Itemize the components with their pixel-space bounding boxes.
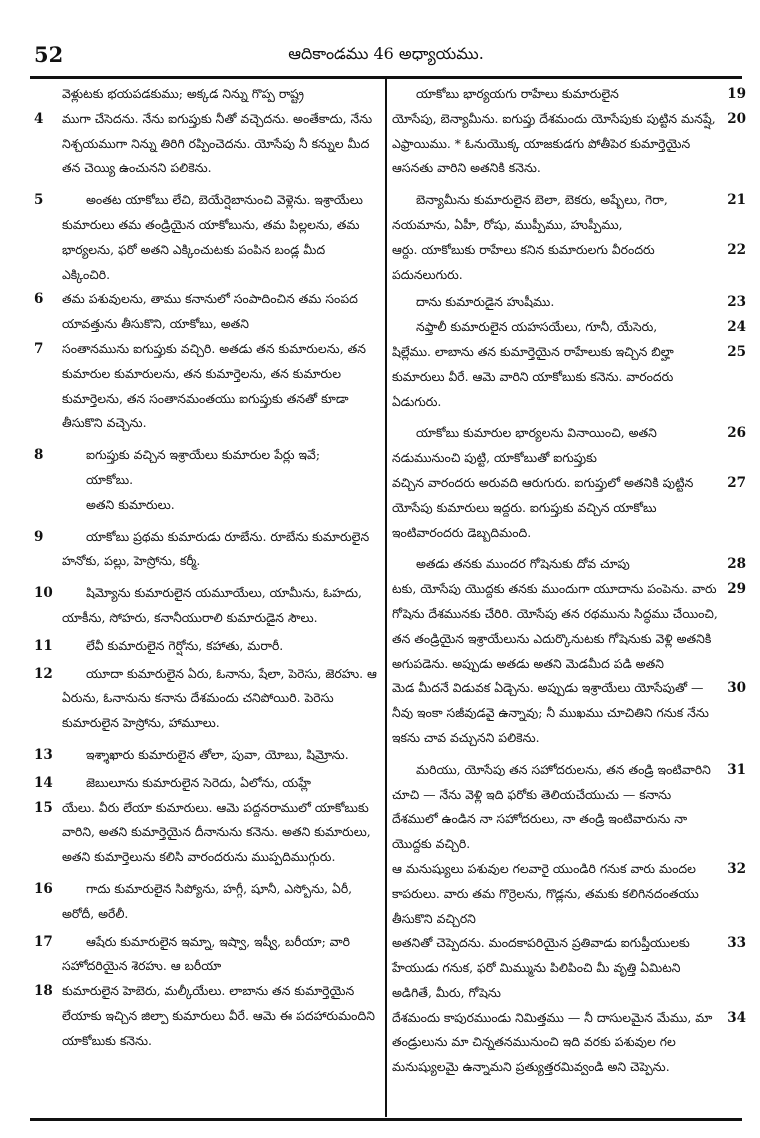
verse-number: 15 [34, 799, 53, 816]
paragraph [392, 931, 746, 1005]
paragraph [392, 857, 746, 931]
paragraph [34, 525, 377, 575]
right-column [392, 82, 746, 1114]
verse-number: 20 [727, 110, 746, 127]
running-head: ఆదికాండము 46 అధ్యాయము. [288, 44, 484, 63]
verse-number: 13 [34, 746, 53, 763]
page-header [30, 34, 742, 74]
verse-text: మరియు, యోసేపు తన సహోదరులను, తన తండ్రి ఇంటివారిని చూచి — నేను వెళ్లి ఇది ఫరోకు తెలియచేయుచు — కనాను దేశములో ఉండిన నా సహోదరులు, నా తండ్రి ఇంటివారును నా యొద్దకు వచ్చిరి. [392, 761, 711, 852]
paragraph [34, 743, 377, 768]
paragraph [34, 337, 377, 436]
verse-number: 10 [34, 585, 53, 602]
verse-text: తమ పశువులను, తాము కనానులో సంపాదించిన తమ సంపద యావత్తును తీసుకొని, యాకోబు, అతని [62, 291, 358, 332]
paragraph [34, 771, 377, 796]
verse-text: గాదు కుమారులైన సిప్యోను, హగ్గీ, షూనీ, ఎస్బోను, ఏరీ, అరోదీ, అరేలీ. [62, 880, 353, 921]
verse-number: 16 [34, 880, 53, 897]
verse-number: 5 [34, 192, 44, 209]
verse-text: ఇశ్శాఖారు కుమారులైన తోలా, పువా, యోబు, షిమ్రోను. [86, 746, 349, 762]
paragraph [34, 979, 377, 1053]
verse-text: నఫ్తాలీ కుమారులైన యహసయేలు, గూనీ, యేసెరు, [416, 319, 658, 335]
verse-text: వెళ్లుటకు భయపడకుము; అక్కడ నిన్ను గొప్ప రాష్ట్ర [62, 86, 304, 101]
verse-text: యాకోబు ప్రథమ కుమారుడు రూబేను. రూబేను కుమారులైన హనోకు, పల్లు, హెస్రోను, కర్మీ. [62, 528, 370, 569]
verse-text: షిమ్యోను కుమారులైన యమూయేలు, యామీను, ఓహదు, యాకీను, సోహరు, కనానీయురాలి కుమారుడైన సౌలు. [62, 585, 362, 625]
verse-text: జెబులూను కుమారులైన సెరెదు, ఏలోను, యహ్లే [86, 774, 311, 790]
verse-text: బెన్యామీను కుమారులైన బెలా, బెకరు, అష్బేలు, గెరా, నయమాను, ఏహీ, రోషు, ముప్పీము, హుప్పీము, [392, 192, 668, 232]
verse-number: 25 [727, 343, 746, 360]
verse-text: ఆర్దు. యాకోబుకు రాహేలు కనిన కుమారులగు వీరందరు పదునలుగురు. [392, 241, 655, 282]
verse-number: 22 [727, 241, 746, 258]
verse-text: యేలు. వీరు లేయా కుమారులు. ఆమె పద్దనరాములో యాకోబుకు వారిని, అతని కుమార్తెయైన దీనానును కనెను. అతని కుమారులు, అతని కుమార్తెలును కలిసి వారందరును ముప్పదిముగ్గురు. [62, 799, 371, 865]
paragraph [34, 877, 377, 927]
paragraph [34, 930, 377, 980]
left-column [34, 82, 377, 1114]
paragraph [392, 1006, 746, 1080]
verse-number: 7 [34, 340, 44, 357]
column-divider [385, 79, 387, 1117]
paragraph [392, 552, 746, 577]
paragraph [34, 443, 377, 468]
verse-number: 18 [34, 983, 53, 1000]
paragraph [34, 581, 377, 631]
verse-text: అంతట యాకోబు లేచి, బెయేర్షెబానుంచి వెళ్లెను. ఇశ్రాయేలు కుమారులు తమ తండ్రియైన యాకోబును, తమ పిల్లలను, తమ భార్యలను, ఫరో అతని ఎక్కించుటకు పంపిన బండ్ల మీద ఎక్కించిరి. [62, 192, 363, 282]
verse-number: 12 [34, 665, 53, 682]
verse-number: 14 [34, 774, 53, 791]
verse-number: 32 [727, 860, 746, 877]
paragraph [34, 662, 377, 736]
verse-number: 34 [727, 1009, 746, 1026]
paragraph [392, 577, 746, 676]
paragraph [34, 493, 377, 518]
verse-number: 11 [34, 637, 53, 654]
paragraph [392, 676, 746, 750]
paragraph [392, 471, 746, 545]
paragraph [34, 796, 377, 870]
verse-text: లేవీ కుమారులైన గెర్షోను, కహాతు, మరారీ. [86, 637, 284, 653]
paragraph [392, 340, 746, 414]
verse-number: 30 [727, 680, 746, 697]
verse-number: 6 [34, 291, 44, 308]
paragraph [392, 188, 746, 238]
verse-text: ఐగుప్తుకు వచ్చిన ఇశ్రాయేలు కుమారుల పేర్లు ఇవే; [86, 447, 321, 463]
verse-text: కుమారులైన హెబెరు, మల్కీయేలు. లాబాను తన కుమార్తెయైన లేయాకు ఇచ్చిన జిల్పా కుమారులు వీరే. ఆమె ఈ పదహారుమందిని యాకోబుకు కనెను. [62, 983, 375, 1048]
verse-number: 8 [34, 447, 44, 464]
verse-number: 23 [727, 294, 746, 311]
paragraph [392, 315, 746, 340]
paragraph [34, 107, 377, 181]
paragraph [34, 188, 377, 287]
verse-number: 33 [727, 935, 746, 952]
verse-number: 31 [727, 761, 746, 778]
verse-number: 27 [727, 474, 746, 491]
verse-text: యోసేపు, బెన్యామీను. ఐగుప్తు దేశమందు యోసేపుకు పుట్టిన మనష్షే, ఎఫ్రాయిము. * ఓనుయొక్క యాజకుడగు పోతీపెర కుమార్తెయైన ఆసనతు వారిని అతనికి కనెను. [392, 110, 716, 176]
verse-text: దేశమందు కాపురముండు నిమిత్తము — నీ దాసులమైన మేము, మా తండ్రులును మా చిన్నతనమునుంచి ఇది వరకు పశువుల గల మనుష్యులమై ఉన్నామని ప్రత్యుత్తరమివ్వండి అని చెప్పెను. [392, 1009, 713, 1075]
paragraph [34, 82, 377, 107]
verse-text: యాకోబు భార్యయగు రాహేలు కుమారులైన [416, 86, 619, 101]
paragraph [392, 421, 746, 471]
page-number: 52 [34, 42, 64, 67]
verse-text: అతనితో చెప్పెదను. మందకాపరియైన ప్రతివాడు ఐగుప్తీయులకు హేయుడు గనుక, ఫరో మిమ్మును పిలిపించి మీ వృత్తి ఏమిటని అడిగితే, మీరు, గోషెను [392, 935, 690, 1000]
verse-text: టకు, యోసేపు యొద్దకు తనకు ముందుగా యూదాను పంపెను. వారు గోషెను దేశమునకు చేరిరి. యోసేపు తన రథమును సిద్ధము చేయించి, తన తండ్రియైన ఇశ్రాయేలును ఎదుర్కొనుటకు గోషెనుకు వెళ్లి అతనికి అగుపడెను. అప్పుడు అతడు అతని మెడమీద పడి అతని [392, 581, 718, 671]
paragraph [392, 82, 746, 107]
verse-text: మెడ మీదనే విడువక ఏడ్చెను. అప్పుడు ఇశ్రాయేలు యోసేపుతో — నీవు ఇంకా సజీవుడవై ఉన్నావు; నీ ముఖము చూచితిని గనుక నేను ఇకను చావ వచ్చునని పలికెను. [392, 680, 709, 745]
paragraph [392, 107, 746, 181]
paragraph [34, 468, 377, 493]
verse-text: యూదా కుమారులైన ఏరు, ఓనాను, షేలా, పెరెసు, జెరహు. ఆ ఏరును, ఓనానును కనాను దేశమందు చనిపోయిరి. పెరెసు కుమారులైన హెస్రోను, హామూలు. [62, 665, 377, 731]
verse-text: యాకోబు. [86, 471, 134, 487]
verse-number: 19 [727, 86, 746, 102]
paragraph [392, 290, 746, 315]
verse-text: షిల్లేము. లాబాను తన కుమార్తెయైన రాహేలుకు ఇచ్చిన బిల్హా కుమారులు వీరే. ఆమె వారిని యాకోబుకు కనెను. వారందరు ఏడుగురు. [392, 343, 674, 409]
verse-number: 9 [34, 528, 44, 545]
verse-text: ముగా చేసెదను. నేను ఐగుప్తుకు నీతో వచ్చెదను. అంతేకాదు, నేను నిశ్చయముగా నిన్ను తిరిగి రప్పించెదను. యోసేపు నీ కన్నుల మీద తన చెయ్యి ఉంచునని పలికెను. [62, 110, 373, 176]
verse-text: సంతానమును ఐగుప్తుకు వచ్చిరి. అతడు తన కుమారులను, తన కుమారుల కుమారులను, తన కుమార్తెలను, తన కుమారుల కుమార్తెలను, తన సంతానమంతయు ఐగుప్తుకు తనతో కూడా తీసుకొని వచ్చెను. [62, 340, 366, 431]
verse-number: 4 [34, 110, 44, 127]
verse-number: 17 [34, 933, 53, 950]
paragraph [392, 758, 746, 857]
verse-number: 28 [727, 556, 746, 573]
verse-number: 26 [727, 425, 746, 442]
verse-number: 24 [727, 319, 746, 336]
verse-text: ఆ మనుష్యులు పశువుల గలవారై యుండిరి గనుక వారు మందల కాపరులు. వారు తమ గొర్రెలను, గొడ్లను, తమకు కలిగినదంతయు తీసుకొని వచ్చిరని [392, 860, 699, 926]
verse-text: దాను కుమారుడైన హుషీము. [416, 294, 555, 310]
paragraph [34, 287, 377, 337]
verse-number: 29 [727, 581, 746, 598]
verse-text: ఆషేరు కుమారులైన ఇమ్నా, ఇష్వా, ఇష్వీ, బరీయా; వారి సహోదరియైన శెరహు. ఆ బరీయా [62, 933, 351, 974]
paragraph [34, 634, 377, 659]
verse-number: 21 [727, 192, 746, 209]
bottom-rule [30, 1118, 742, 1121]
verse-text: వచ్చిన వారందరు అరువది ఆరుగురు. ఐగుప్తులో అతనికి పుట్టిన యోసేపు కుమారులు ఇద్దరు. ఐగుప్తుకు వచ్చిన యాకోబు ఇంటివారందరు డెబ్బదిమంది. [392, 474, 694, 540]
verse-text: అతడు తనకు ముందర గోషెనుకు దోవ చూపు [416, 556, 630, 572]
verse-text: అతని కుమారులు. [86, 496, 175, 512]
paragraph [392, 238, 746, 288]
verse-text: యాకోబు కుమారుల భార్యలను వినాయించి, అతని నడుమునుంచి పుట్టి, యాకోబుతో ఐగుప్తుకు [392, 425, 657, 466]
